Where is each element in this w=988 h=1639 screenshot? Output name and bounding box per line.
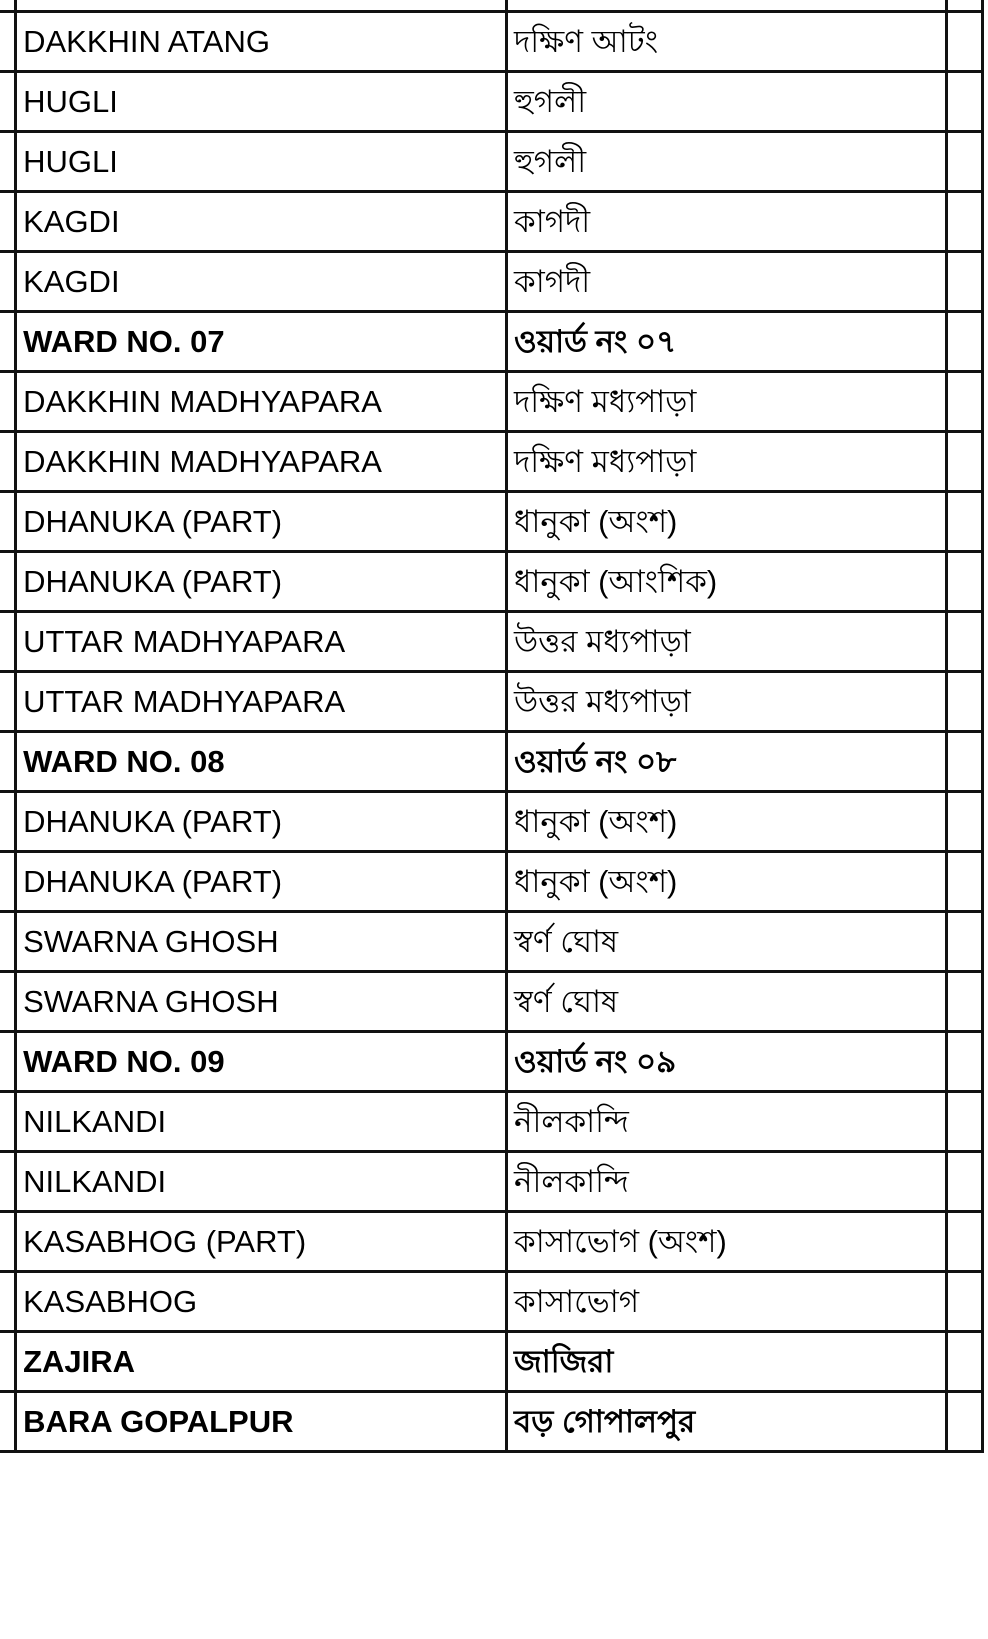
right-edge-cell [946,372,982,432]
english-name-cell: ZAJIRA [16,1332,507,1392]
left-stub-cell [0,1152,16,1212]
english-name-cell: BARA GOPALPUR [16,1392,507,1452]
table-row [0,372,983,432]
table-row [0,1212,983,1272]
bengali-name-cell: কাগদী [507,192,947,252]
right-edge-cell [946,312,982,372]
left-stub-cell [0,132,16,192]
bengali-name-cell: ওয়ার্ড নং ০৮ [507,732,947,792]
bengali-name-cell: কাসাভোগ (অংশ) [507,1212,947,1272]
bengali-name-cell [507,0,947,12]
table-row [0,972,983,1032]
page-bottom-margin [0,1532,988,1639]
left-stub-cell [0,12,16,72]
bengali-name-cell: স্বর্ণ ঘোষ [507,912,947,972]
left-stub-cell [0,972,16,1032]
english-name-cell: KAGDI [16,252,507,312]
table-row [0,1152,983,1212]
english-name-cell: SWARNA GHOSH [16,912,507,972]
bengali-name-cell: দক্ষিণ মধ্যপাড়া [507,432,947,492]
right-edge-cell [946,1272,982,1332]
table-row [0,672,983,732]
table-row [0,72,983,132]
table-row [0,612,983,672]
bengali-name-cell: কাগদী [507,252,947,312]
table-row [0,912,983,972]
left-stub-cell [0,612,16,672]
bengali-name-cell: ধানুকা (আংশিক) [507,552,947,612]
table-row-heading [0,312,983,372]
left-stub-cell [0,0,16,12]
table-row-heading [0,1332,983,1392]
right-edge-cell [946,1032,982,1092]
table-row [0,252,983,312]
english-name-cell: HUGLI [16,72,507,132]
bengali-name-cell: ওয়ার্ড নং ০৭ [507,312,947,372]
bengali-name-cell: জাজিরা [507,1332,947,1392]
left-stub-cell [0,912,16,972]
bengali-name-cell: ওয়ার্ড নং ০৯ [507,1032,947,1092]
right-edge-cell [946,1392,982,1452]
bengali-name-cell: হুগলী [507,72,947,132]
bengali-name-cell: কাসাভোগ [507,1272,947,1332]
left-stub-cell [0,732,16,792]
table-row [0,852,983,912]
bengali-name-cell: দক্ষিণ আটং [507,12,947,72]
english-name-cell: DHANUKA (PART) [16,792,507,852]
table-row [0,192,983,252]
table-row-heading [0,732,983,792]
right-edge-cell [946,972,982,1032]
english-name-cell: NILKANDI [16,1092,507,1152]
table-row [0,552,983,612]
right-edge-cell [946,192,982,252]
right-edge-cell [946,792,982,852]
right-edge-cell [946,852,982,912]
english-name-cell: DHANUKA (PART) [16,492,507,552]
left-stub-cell [0,312,16,372]
english-name-cell: KASABHOG [16,1272,507,1332]
table-row [0,1272,983,1332]
bengali-name-cell: উত্তর মধ্যপাড়া [507,612,947,672]
right-edge-cell [946,1152,982,1212]
right-edge-cell [946,432,982,492]
bengali-name-cell: উত্তর মধ্যপাড়া [507,672,947,732]
left-stub-cell [0,252,16,312]
right-edge-cell [946,72,982,132]
right-edge-cell [946,912,982,972]
bengali-name-cell: ধানুকা (অংশ) [507,792,947,852]
left-stub-cell [0,492,16,552]
right-edge-cell [946,252,982,312]
left-stub-cell [0,1212,16,1272]
left-stub-cell [0,1092,16,1152]
right-edge-cell [946,552,982,612]
left-stub-cell [0,792,16,852]
table-row [0,432,983,492]
table-row-cut-top [0,0,983,12]
english-name-cell: DAKKHIN ATANG [16,12,507,72]
english-name-cell [16,0,507,12]
left-stub-cell [0,192,16,252]
english-name-cell: WARD NO. 08 [16,732,507,792]
english-name-cell: KASABHOG (PART) [16,1212,507,1272]
english-name-cell: DHANUKA (PART) [16,552,507,612]
right-edge-cell [946,1212,982,1272]
table-row-heading [0,1032,983,1092]
left-stub-cell [0,432,16,492]
right-edge-cell [946,732,982,792]
left-stub-cell [0,1272,16,1332]
english-name-cell: KAGDI [16,192,507,252]
right-edge-cell [946,12,982,72]
bengali-name-cell: স্বর্ণ ঘোষ [507,972,947,1032]
left-stub-cell [0,1032,16,1092]
table-row [0,12,983,72]
bengali-name-cell: হুগলী [507,132,947,192]
right-edge-cell [946,1332,982,1392]
table-row [0,132,983,192]
bengali-name-cell: নীলকান্দি [507,1152,947,1212]
english-name-cell: HUGLI [16,132,507,192]
right-edge-cell [946,1092,982,1152]
table-row [0,792,983,852]
left-stub-cell [0,1332,16,1392]
english-name-cell: UTTAR MADHYAPARA [16,612,507,672]
table-row-heading [0,1392,983,1452]
bengali-name-cell: দক্ষিণ মধ্যপাড়া [507,372,947,432]
english-name-cell: DHANUKA (PART) [16,852,507,912]
right-edge-cell [946,492,982,552]
left-stub-cell [0,372,16,432]
english-name-cell: WARD NO. 07 [16,312,507,372]
bengali-name-cell: নীলকান্দি [507,1092,947,1152]
bengali-name-cell: ধানুকা (অংশ) [507,492,947,552]
english-name-cell: NILKANDI [16,1152,507,1212]
bengali-name-cell: বড় গোপালপুর [507,1392,947,1452]
left-stub-cell [0,852,16,912]
left-stub-cell [0,72,16,132]
left-stub-cell [0,1392,16,1452]
english-name-cell: DAKKHIN MADHYAPARA [16,372,507,432]
english-name-cell: DAKKHIN MADHYAPARA [16,432,507,492]
left-stub-cell [0,552,16,612]
english-name-cell: UTTAR MADHYAPARA [16,672,507,732]
left-stub-cell [0,672,16,732]
bengali-name-cell: ধানুকা (অংশ) [507,852,947,912]
english-name-cell: WARD NO. 09 [16,1032,507,1092]
right-edge-cell [946,0,982,12]
right-edge-cell [946,132,982,192]
table-row [0,1092,983,1152]
table-row [0,492,983,552]
english-name-cell: SWARNA GHOSH [16,972,507,1032]
right-edge-cell [946,612,982,672]
right-edge-cell [946,672,982,732]
